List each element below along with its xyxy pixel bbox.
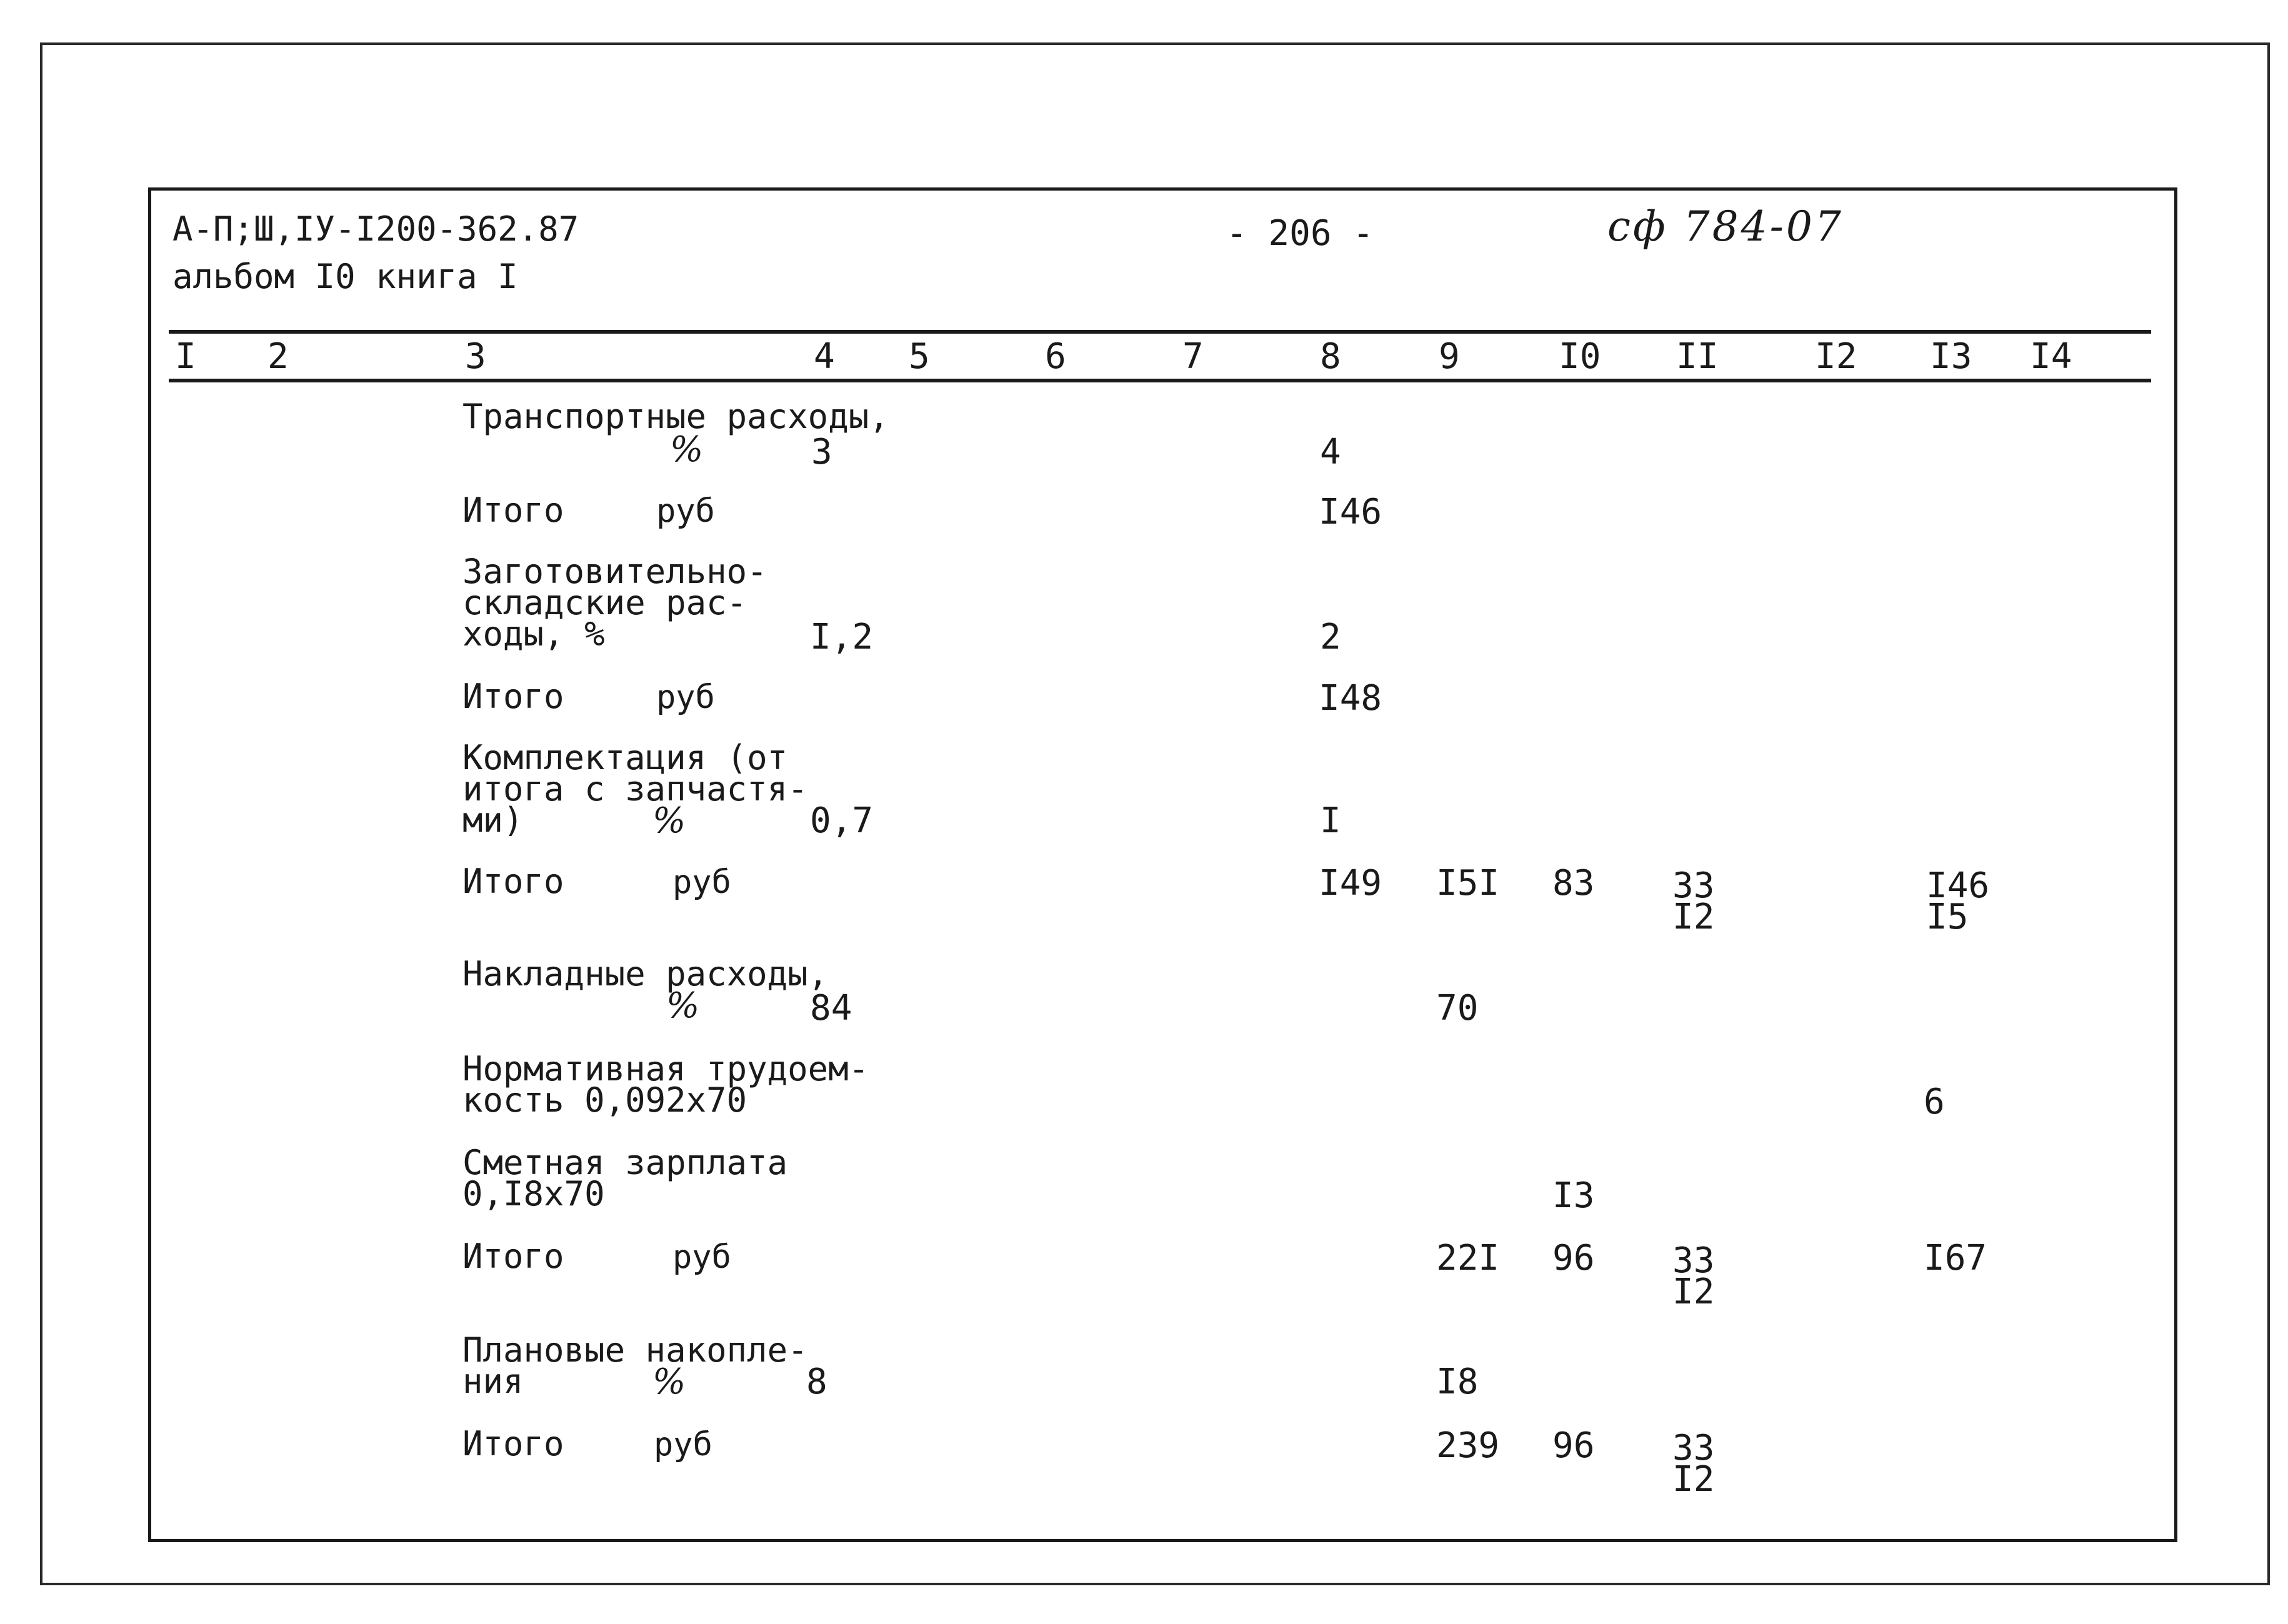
cell-col8: I46: [1319, 492, 1382, 532]
row-label: Транспортные расходы,: [462, 397, 889, 436]
cell-col11-sub: I2: [1672, 897, 1715, 937]
table-header-bottom-rule: [169, 379, 2151, 382]
row-label: Накладные расходы,: [462, 954, 829, 994]
page-number: - 206 -: [1226, 213, 1374, 254]
unit-percent: %: [652, 800, 686, 841]
unit-percent: %: [670, 429, 704, 470]
column-header-7: 7: [1182, 336, 1204, 377]
cell-col8: I: [1320, 800, 1341, 841]
cell-col8: 2: [1320, 617, 1341, 657]
album-book: альбом I0 книга I: [172, 257, 518, 296]
cell-col13: I67: [1924, 1238, 1987, 1278]
row-label: Комплектация (от итога с запчастя- ми): [462, 738, 808, 840]
cell-col11: 33: [1672, 865, 1715, 906]
cell-col4: 0,7: [810, 800, 874, 841]
cell-col8: I48: [1319, 678, 1382, 719]
unit-percent: %: [666, 985, 700, 1026]
column-header-8: 8: [1320, 336, 1341, 377]
table-top-rule: [169, 330, 2151, 334]
row-label: Итого: [462, 491, 564, 530]
column-header-2: 2: [267, 336, 289, 377]
row-label: Итого: [462, 1424, 564, 1463]
row-label: Итого: [462, 862, 564, 901]
cell-col4: I,2: [810, 617, 874, 657]
cell-col11: 33: [1672, 1240, 1715, 1281]
document-frame: [148, 187, 2177, 1542]
handwritten-stamp: сф 784-07: [1607, 202, 1844, 251]
cell-col9: 239: [1436, 1425, 1500, 1466]
cell-col9: I5I: [1436, 863, 1500, 904]
unit-percent: %: [652, 1362, 686, 1402]
cell-col4: 8: [806, 1362, 827, 1402]
unit-rub: руб: [656, 492, 715, 530]
cell-col11: 33: [1672, 1428, 1715, 1468]
row-label: Сметная зарплата 0,I8x70: [462, 1143, 788, 1213]
cell-col9: I8: [1436, 1362, 1479, 1402]
row-label: Итого: [462, 677, 564, 716]
column-header-5: 5: [909, 336, 930, 377]
unit-rub: руб: [656, 679, 715, 716]
column-header-10: I0: [1559, 336, 1601, 377]
row-label: Нормативная трудоем- кость 0,092x70: [462, 1049, 869, 1120]
cell-col11-sub: I2: [1672, 1459, 1715, 1500]
column-header-14: I4: [2030, 336, 2072, 377]
column-header-4: 4: [814, 336, 835, 377]
cell-col13: I46: [1926, 865, 1990, 906]
row-label: Итого: [462, 1237, 564, 1276]
column-header-1: I: [175, 336, 196, 377]
unit-rub: руб: [672, 1238, 731, 1276]
cell-col8: I49: [1319, 863, 1382, 904]
cell-col11-sub: I2: [1672, 1272, 1715, 1312]
cell-col10: 83: [1552, 863, 1595, 904]
column-header-11: II: [1676, 336, 1719, 377]
row-label: Плановые накопле- ния: [462, 1330, 808, 1401]
column-header-12: I2: [1815, 336, 1857, 377]
document-code: А-П;Ш,IУ-I200-362.87: [172, 209, 579, 249]
unit-rub: руб: [654, 1426, 712, 1463]
row-label: Заготовительно- складские рас- ходы, %: [462, 552, 767, 654]
cell-col9: 70: [1436, 988, 1479, 1029]
column-header-6: 6: [1045, 336, 1066, 377]
column-header-3: 3: [465, 336, 486, 377]
cell-col10: 96: [1552, 1425, 1595, 1466]
unit-rub: руб: [672, 864, 731, 901]
cell-col4: 3: [811, 432, 832, 472]
column-header-9: 9: [1439, 336, 1460, 377]
cell-col4: 84: [810, 988, 852, 1029]
cell-col13-sub: I5: [1926, 897, 1969, 937]
cell-col8: 4: [1320, 432, 1341, 472]
cell-col10: 96: [1552, 1238, 1595, 1278]
column-header-13: I3: [1930, 336, 1972, 377]
cell-col13: 6: [1924, 1082, 1945, 1122]
cell-col9: 22I: [1436, 1238, 1500, 1278]
cell-col10: I3: [1552, 1175, 1595, 1216]
